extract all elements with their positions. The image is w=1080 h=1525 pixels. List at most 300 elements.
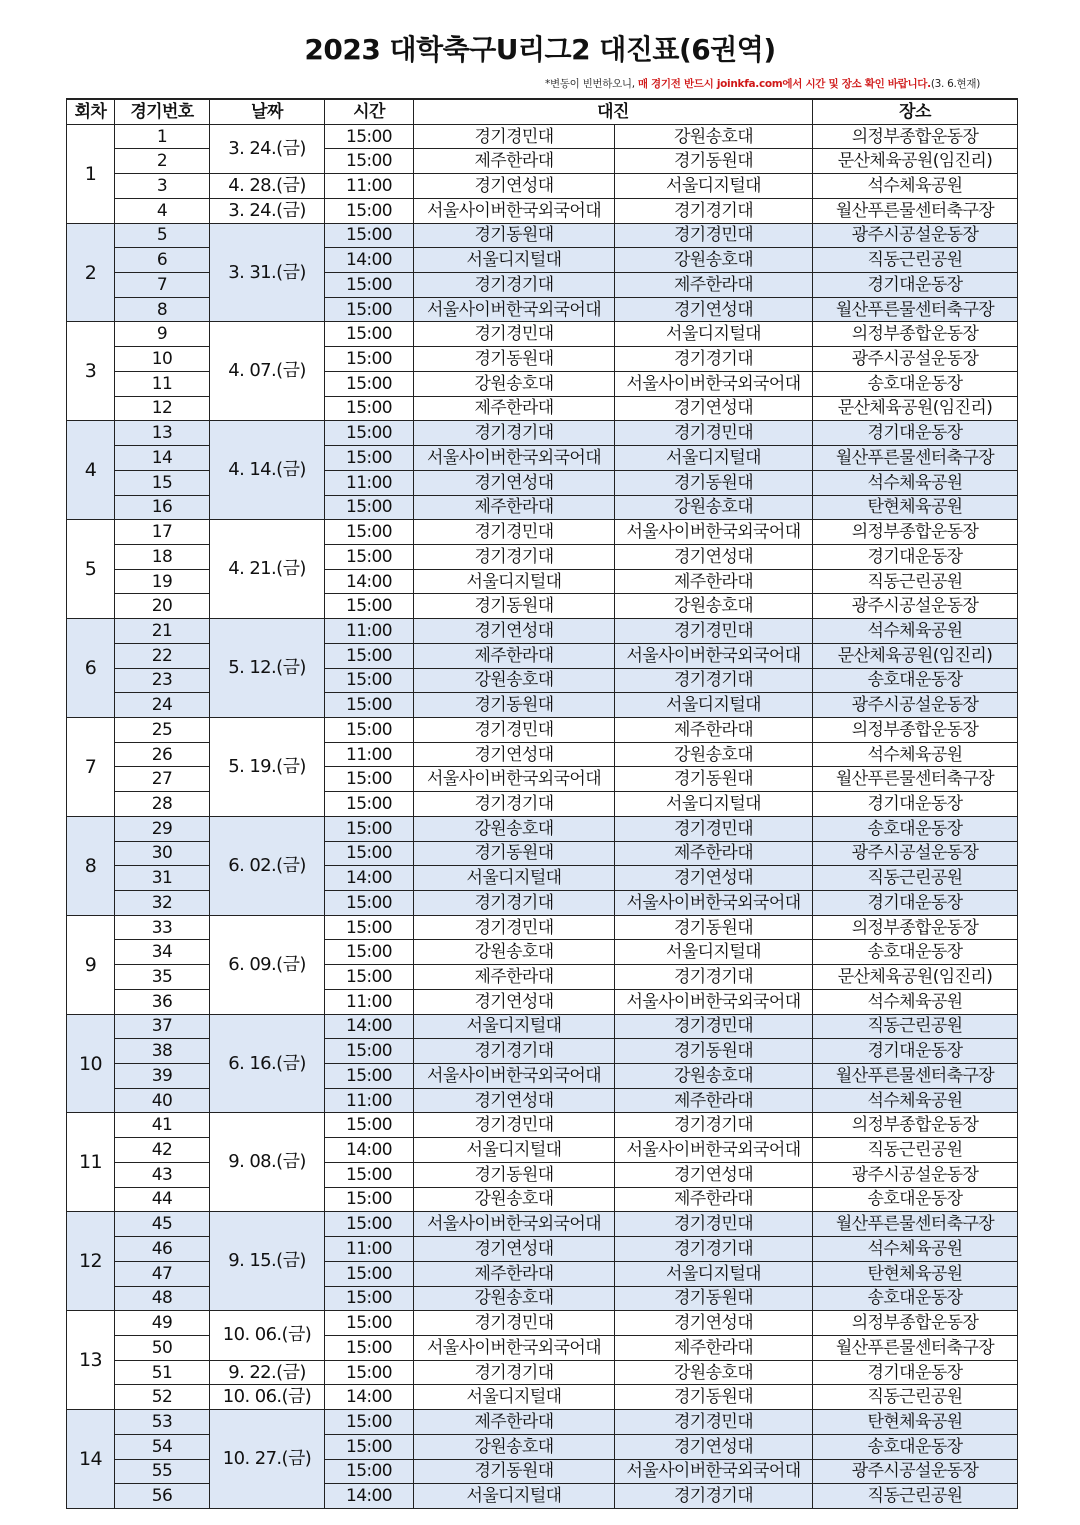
notice-highlight: 매 경기전 반드시 joinkfa.com에서 시간 및 장소 확인 바랍니다. [637,78,931,90]
table-row [67,495,1018,520]
venue-cell: 탄현체육공원 [813,1261,1018,1286]
home-team-cell: 경기동원대 [414,347,615,372]
time-cell: 15:00 [325,693,414,718]
away-team-cell: 경기연성대 [615,297,813,322]
header-venue: 장소 [813,99,1018,124]
round-group [67,915,1018,1014]
home-team-cell: 경기연성대 [414,989,615,1014]
round-cell: 8 [67,816,115,915]
match-number-cell: 55 [115,1459,210,1484]
time-cell: 15:00 [325,1064,414,1089]
away-team-cell: 서울사이버한국외국어대 [615,891,813,916]
away-team-cell: 경기경민대 [615,421,813,446]
venue-cell: 석수체육공원 [813,619,1018,644]
table-row [67,1064,1018,1089]
match-number-cell: 25 [115,717,210,742]
venue-cell: 경기대운동장 [813,544,1018,569]
venue-cell: 석수체육공원 [813,742,1018,767]
time-cell: 15:00 [325,643,414,668]
venue-cell: 문산체육공원(임진리) [813,965,1018,990]
table-row [67,767,1018,792]
time-cell: 15:00 [325,1162,414,1187]
venue-cell: 석수체육공원 [813,1088,1018,1113]
date-cell: 10. 06.(금) [210,1385,325,1410]
venue-cell: 월산푸른물센터축구장 [813,1064,1018,1089]
time-cell: 15:00 [325,544,414,569]
venue-cell: 월산푸른물센터축구장 [813,1335,1018,1360]
away-team-cell: 제주한라대 [615,1088,813,1113]
schedule-table [66,98,1018,1509]
time-cell: 15:00 [325,965,414,990]
table-row [67,544,1018,569]
table-row [67,965,1018,990]
away-team-cell: 경기동원대 [615,470,813,495]
notice-prefix: *변동이 빈번하오니, [545,78,638,90]
away-team-cell: 경기동원대 [615,149,813,174]
match-number-cell: 4 [115,198,210,223]
away-team-cell: 경기동원대 [615,1286,813,1311]
home-team-cell: 제주한라대 [414,149,615,174]
home-team-cell: 제주한라대 [414,965,615,990]
match-number-cell: 45 [115,1212,210,1237]
away-team-cell: 서울디지털대 [615,792,813,817]
time-cell: 15:00 [325,792,414,817]
table-row [67,347,1018,372]
page-title: 2023 대학축구U리그2 대진표(6권역) [304,33,776,66]
date-cell: 3. 24.(금) [210,124,325,173]
match-number-cell: 43 [115,1162,210,1187]
venue-cell: 광주시공설운동장 [813,693,1018,718]
match-number-cell: 38 [115,1039,210,1064]
time-cell: 15:00 [325,915,414,940]
match-number-cell: 19 [115,569,210,594]
match-number-cell: 40 [115,1088,210,1113]
time-cell: 15:00 [325,396,414,421]
away-team-cell: 서울디지털대 [615,693,813,718]
table-row [67,1138,1018,1163]
away-team-cell: 강원송호대 [615,495,813,520]
table-row [67,371,1018,396]
table-row [67,1113,1018,1138]
table-row [67,1335,1018,1360]
away-team-cell: 서울디지털대 [615,1261,813,1286]
venue-cell: 광주시공설운동장 [813,1162,1018,1187]
time-cell: 15:00 [325,421,414,446]
match-number-cell: 28 [115,792,210,817]
time-cell: 14:00 [325,1484,414,1509]
home-team-cell: 서울디지털대 [414,1385,615,1410]
home-team-cell: 강원송호대 [414,1286,615,1311]
table-row [67,594,1018,619]
time-cell: 15:00 [325,1434,414,1459]
venue-cell: 송호대운동장 [813,1434,1018,1459]
round-cell: 9 [67,915,115,1014]
away-team-cell: 경기연성대 [615,1162,813,1187]
time-cell: 15:00 [325,223,414,248]
home-team-cell: 경기경기대 [414,1039,615,1064]
table-row [67,124,1018,149]
time-cell: 15:00 [325,668,414,693]
away-team-cell: 경기경민대 [615,1410,813,1435]
away-team-cell: 제주한라대 [615,717,813,742]
date-cell: 5. 12.(금) [210,619,325,718]
home-team-cell: 서울디지털대 [414,866,615,891]
time-cell: 11:00 [325,1088,414,1113]
round-group [67,124,1018,223]
venue-cell: 탄현체육공원 [813,495,1018,520]
table-row [67,915,1018,940]
home-team-cell: 강원송호대 [414,668,615,693]
round-cell: 1 [67,124,115,223]
schedule-notice [545,76,980,91]
home-team-cell: 경기연성대 [414,174,615,199]
home-team-cell: 서울사이버한국외국어대 [414,446,615,471]
table-row [67,1162,1018,1187]
table-row [67,643,1018,668]
table-row [67,396,1018,421]
venue-cell: 의정부종합운동장 [813,915,1018,940]
venue-cell: 월산푸른물센터축구장 [813,198,1018,223]
away-team-cell: 제주한라대 [615,841,813,866]
venue-cell: 의정부종합운동장 [813,1113,1018,1138]
home-team-cell: 경기경기대 [414,891,615,916]
table-row [67,1039,1018,1064]
table-row [67,1237,1018,1262]
match-number-cell: 48 [115,1286,210,1311]
header-time: 시간 [325,99,414,124]
date-cell: 6. 09.(금) [210,915,325,1014]
table-row [67,470,1018,495]
date-cell: 3. 24.(금) [210,198,325,223]
header-round: 회차 [67,99,115,124]
match-number-cell: 42 [115,1138,210,1163]
time-cell: 15:00 [325,149,414,174]
time-cell: 14:00 [325,866,414,891]
match-number-cell: 14 [115,446,210,471]
venue-cell: 광주시공설운동장 [813,594,1018,619]
round-cell: 4 [67,421,115,520]
venue-cell: 의정부종합운동장 [813,717,1018,742]
home-team-cell: 서울디지털대 [414,569,615,594]
match-number-cell: 7 [115,273,210,298]
round-cell: 6 [67,619,115,718]
match-number-cell: 30 [115,841,210,866]
match-number-cell: 51 [115,1360,210,1385]
home-team-cell: 경기경기대 [414,421,615,446]
notice-date: (3. 6.현재) [930,78,980,90]
time-cell: 11:00 [325,174,414,199]
round-cell: 13 [67,1311,115,1410]
date-cell: 9. 22.(금) [210,1360,325,1385]
venue-cell: 송호대운동장 [813,668,1018,693]
match-number-cell: 23 [115,668,210,693]
date-cell: 9. 15.(금) [210,1212,325,1311]
venue-cell: 석수체육공원 [813,470,1018,495]
home-team-cell: 경기연성대 [414,1237,615,1262]
table-row [67,223,1018,248]
table-row [67,149,1018,174]
time-cell: 15:00 [325,322,414,347]
match-number-cell: 17 [115,520,210,545]
round-group [67,1014,1018,1113]
date-cell: 6. 16.(금) [210,1014,325,1113]
venue-cell: 직동근린공원 [813,1484,1018,1509]
time-cell: 11:00 [325,742,414,767]
time-cell: 15:00 [325,594,414,619]
time-cell: 15:00 [325,891,414,916]
away-team-cell: 경기동원대 [615,767,813,792]
home-team-cell: 경기연성대 [414,619,615,644]
venue-cell: 송호대운동장 [813,940,1018,965]
round-cell: 3 [67,322,115,421]
time-cell: 11:00 [325,470,414,495]
match-number-cell: 9 [115,322,210,347]
away-team-cell: 제주한라대 [615,1187,813,1212]
venue-cell: 경기대운동장 [813,1360,1018,1385]
time-cell: 15:00 [325,1286,414,1311]
time-cell: 14:00 [325,1138,414,1163]
venue-cell: 경기대운동장 [813,1039,1018,1064]
home-team-cell: 경기동원대 [414,1459,615,1484]
home-team-cell: 서울사이버한국외국어대 [414,1212,615,1237]
home-team-cell: 제주한라대 [414,1261,615,1286]
home-team-cell: 경기동원대 [414,594,615,619]
home-team-cell: 경기연성대 [414,742,615,767]
table-row [67,569,1018,594]
table-row [67,742,1018,767]
venue-cell: 월산푸른물센터축구장 [813,1212,1018,1237]
table-row [67,619,1018,644]
match-number-cell: 10 [115,347,210,372]
match-number-cell: 52 [115,1385,210,1410]
home-team-cell: 경기동원대 [414,693,615,718]
header-matchup: 대진 [414,99,813,124]
time-cell: 15:00 [325,841,414,866]
table-row [67,1261,1018,1286]
match-number-cell: 56 [115,1484,210,1509]
match-number-cell: 44 [115,1187,210,1212]
home-team-cell: 경기동원대 [414,223,615,248]
away-team-cell: 서울사이버한국외국어대 [615,643,813,668]
match-number-cell: 1 [115,124,210,149]
match-number-cell: 29 [115,816,210,841]
away-team-cell: 강원송호대 [615,1064,813,1089]
away-team-cell: 경기경민대 [615,223,813,248]
away-team-cell: 경기동원대 [615,1039,813,1064]
home-team-cell: 경기경민대 [414,717,615,742]
away-team-cell: 경기연성대 [615,1434,813,1459]
away-team-cell: 제주한라대 [615,1335,813,1360]
round-group [67,1410,1018,1509]
header-date: 날짜 [210,99,325,124]
match-number-cell: 36 [115,989,210,1014]
match-number-cell: 8 [115,297,210,322]
time-cell: 15:00 [325,520,414,545]
venue-cell: 의정부종합운동장 [813,520,1018,545]
table-row [67,1410,1018,1435]
home-team-cell: 경기연성대 [414,1088,615,1113]
round-cell: 2 [67,223,115,322]
round-group [67,816,1018,915]
home-team-cell: 경기연성대 [414,470,615,495]
venue-cell: 월산푸른물센터축구장 [813,446,1018,471]
match-number-cell: 32 [115,891,210,916]
round-group [67,223,1018,322]
venue-cell: 직동근린공원 [813,866,1018,891]
date-cell: 3. 31.(금) [210,223,325,322]
table-row [67,322,1018,347]
date-cell: 6. 02.(금) [210,816,325,915]
match-number-cell: 6 [115,248,210,273]
time-cell: 15:00 [325,495,414,520]
match-number-cell: 39 [115,1064,210,1089]
table-row [67,520,1018,545]
time-cell: 15:00 [325,1360,414,1385]
time-cell: 15:00 [325,1113,414,1138]
table-row [67,693,1018,718]
away-team-cell: 제주한라대 [615,273,813,298]
match-number-cell: 12 [115,396,210,421]
table-row [67,248,1018,273]
venue-cell: 광주시공설운동장 [813,223,1018,248]
time-cell: 15:00 [325,1261,414,1286]
away-team-cell: 경기경기대 [615,668,813,693]
venue-cell: 문산체육공원(임진리) [813,396,1018,421]
venue-cell: 송호대운동장 [813,371,1018,396]
away-team-cell: 강원송호대 [615,1360,813,1385]
away-team-cell: 경기동원대 [615,915,813,940]
away-team-cell: 경기연성대 [615,866,813,891]
venue-cell: 직동근린공원 [813,1138,1018,1163]
table-row [67,174,1018,199]
home-team-cell: 서울사이버한국외국어대 [414,198,615,223]
venue-cell: 의정부종합운동장 [813,124,1018,149]
time-cell: 15:00 [325,816,414,841]
home-team-cell: 경기경민대 [414,124,615,149]
away-team-cell: 경기경기대 [615,1484,813,1509]
table-header [67,99,1018,124]
time-cell: 15:00 [325,347,414,372]
date-cell: 10. 27.(금) [210,1410,325,1509]
table-row [67,1311,1018,1336]
time-cell: 15:00 [325,1311,414,1336]
time-cell: 14:00 [325,569,414,594]
away-team-cell: 경기경민대 [615,816,813,841]
home-team-cell: 경기경민대 [414,520,615,545]
header-row [67,99,1018,124]
home-team-cell: 경기동원대 [414,841,615,866]
home-team-cell: 경기경기대 [414,1360,615,1385]
match-number-cell: 5 [115,223,210,248]
round-group [67,717,1018,816]
round-cell: 10 [67,1014,115,1113]
match-number-cell: 27 [115,767,210,792]
home-team-cell: 강원송호대 [414,371,615,396]
venue-cell: 광주시공설운동장 [813,841,1018,866]
time-cell: 15:00 [325,940,414,965]
time-cell: 11:00 [325,619,414,644]
home-team-cell: 경기경기대 [414,273,615,298]
away-team-cell: 서울사이버한국외국어대 [615,520,813,545]
home-team-cell: 서울디지털대 [414,248,615,273]
time-cell: 15:00 [325,1212,414,1237]
home-team-cell: 경기경기대 [414,792,615,817]
match-number-cell: 11 [115,371,210,396]
table-row [67,989,1018,1014]
home-team-cell: 경기경민대 [414,1311,615,1336]
match-number-cell: 16 [115,495,210,520]
date-cell: 4. 21.(금) [210,520,325,619]
table-row [67,1187,1018,1212]
time-cell: 15:00 [325,1039,414,1064]
away-team-cell: 서울디지털대 [615,940,813,965]
round-cell: 14 [67,1410,115,1509]
venue-cell: 직동근린공원 [813,1014,1018,1039]
date-cell: 5. 19.(금) [210,717,325,816]
away-team-cell: 서울사이버한국외국어대 [615,1138,813,1163]
venue-cell: 경기대운동장 [813,273,1018,298]
away-team-cell: 경기경민대 [615,619,813,644]
away-team-cell: 강원송호대 [615,742,813,767]
venue-cell: 광주시공설운동장 [813,347,1018,372]
table-row [67,891,1018,916]
home-team-cell: 서울디지털대 [414,1484,615,1509]
home-team-cell: 서울사이버한국외국어대 [414,1335,615,1360]
venue-cell: 광주시공설운동장 [813,1459,1018,1484]
home-team-cell: 경기경민대 [414,915,615,940]
venue-cell: 경기대운동장 [813,421,1018,446]
time-cell: 14:00 [325,248,414,273]
away-team-cell: 경기연성대 [615,396,813,421]
away-team-cell: 경기경기대 [615,965,813,990]
date-cell: 10. 06.(금) [210,1311,325,1360]
away-team-cell: 서울디지털대 [615,322,813,347]
time-cell: 14:00 [325,1385,414,1410]
home-team-cell: 강원송호대 [414,816,615,841]
match-number-cell: 21 [115,619,210,644]
match-number-cell: 18 [115,544,210,569]
time-cell: 15:00 [325,1459,414,1484]
home-team-cell: 서울사이버한국외국어대 [414,1064,615,1089]
round-group [67,421,1018,520]
away-team-cell: 강원송호대 [615,124,813,149]
header-match-no: 경기번호 [115,99,210,124]
time-cell: 15:00 [325,273,414,298]
match-number-cell: 49 [115,1311,210,1336]
time-cell: 15:00 [325,124,414,149]
match-number-cell: 15 [115,470,210,495]
away-team-cell: 서울디지털대 [615,446,813,471]
venue-cell: 석수체육공원 [813,1237,1018,1262]
away-team-cell: 경기경민대 [615,1014,813,1039]
time-cell: 15:00 [325,717,414,742]
venue-cell: 탄현체육공원 [813,1410,1018,1435]
home-team-cell: 서울디지털대 [414,1138,615,1163]
table-row [67,1212,1018,1237]
match-number-cell: 34 [115,940,210,965]
time-cell: 15:00 [325,1335,414,1360]
venue-cell: 석수체육공원 [813,989,1018,1014]
venue-cell: 의정부종합운동장 [813,1311,1018,1336]
round-group [67,322,1018,421]
match-number-cell: 37 [115,1014,210,1039]
home-team-cell: 경기경민대 [414,1113,615,1138]
table-row [67,1434,1018,1459]
home-team-cell: 경기경기대 [414,544,615,569]
venue-cell: 직동근린공원 [813,569,1018,594]
time-cell: 15:00 [325,297,414,322]
table-row [67,940,1018,965]
